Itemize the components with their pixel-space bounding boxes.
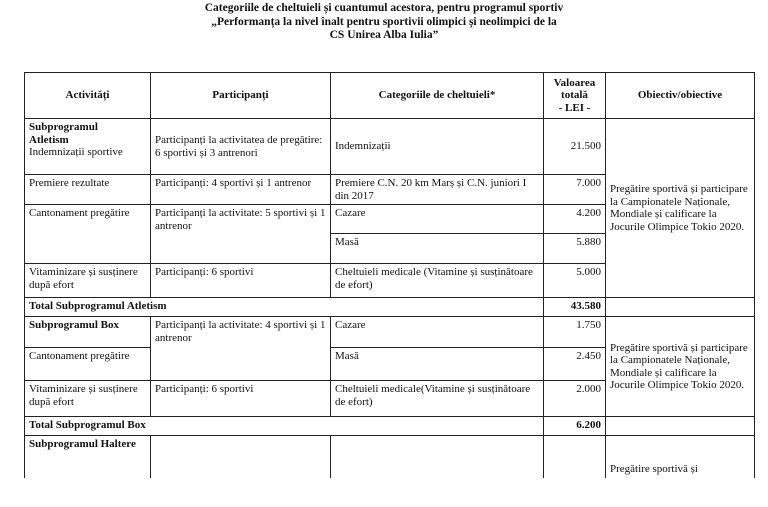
atletism-r1-valoare: 21.500 — [544, 119, 606, 175]
atletism-total-value: 43.580 — [544, 298, 606, 317]
header-valoare-1: Valoarea — [553, 76, 596, 89]
atletism-r4-participanti: Participanți: 6 sportivi — [151, 264, 331, 298]
table-row — [25, 317, 755, 348]
atletism-r4-activitate: Vitaminizare și susținere după efort — [25, 264, 151, 298]
box-r1-valoare-a: 1.750 — [544, 317, 606, 348]
header-obiectiv: Obiectiv/obiective — [606, 73, 755, 119]
haltere-subprogram-label: Subprogramul Haltere — [25, 436, 151, 478]
header-valoare-2: totală — [561, 89, 588, 102]
title-line-3: CS Unirea Alba Iulia” — [329, 29, 439, 41]
atletism-r1-participanti: Participanți la activitatea de pregătire: 6 sportivi și 3 antrenori — [151, 119, 331, 175]
atletism-r4-valoare: 5.000 — [544, 264, 606, 298]
total-row — [25, 298, 755, 317]
haltere-obiectiv: Pregătire sportivă și — [606, 436, 755, 478]
box-total-value: 6.200 — [544, 417, 606, 436]
atletism-obiectiv: Pregătire sportivă și participare la Campionatele Naționale, Mondiale și calificare la Jocurile Olimpice Tokio 2020. — [606, 119, 755, 298]
atletism-r3-categorie-b: Masă — [331, 234, 544, 264]
box-r1-categorie-a: Cazare — [331, 317, 544, 348]
atletism-r3-participanti: Participanți la activitate: 5 sportivi și 1 antrenor — [151, 205, 331, 264]
atletism-r3-categorie-a: Cazare — [331, 205, 544, 234]
atletism-r1-categorie: Indemnizații — [331, 119, 544, 175]
box-total-label: Total Subprogramul Box — [25, 417, 544, 436]
atletism-activity-cell — [25, 119, 151, 175]
header-participanti: Participanți — [151, 73, 331, 119]
atletism-r2-activitate: Premiere rezultate — [25, 175, 151, 205]
atletism-r2-participanti: Participanți: 4 sportivi și 1 antrenor — [151, 175, 331, 205]
title-line-1: Categoriile de cheltuieli și cuantumul acestora, pentru programul sportiv — [204, 2, 564, 14]
atletism-r3-valoare-b: 5.880 — [544, 234, 606, 264]
atletism-r2-valoare: 7.000 — [544, 175, 606, 205]
atletism-subprogram-label: Subprogramul Atletism — [29, 121, 98, 146]
table-row — [25, 119, 755, 175]
header-row — [25, 73, 755, 119]
total-row — [25, 417, 755, 436]
atletism-r3-activitate: Cantonament pregătire — [25, 205, 151, 264]
header-valoare-3: - LEI - — [558, 101, 591, 114]
document-title — [0, 2, 768, 43]
atletism-r4-categorie: Cheltuieli medicale (Vitamine și susținătoare de efort) — [331, 264, 544, 298]
box-r1-valoare-b: 2.450 — [544, 348, 606, 381]
box-obiectiv: Pregătire sportivă și participare la Campionatele Naționale, Mondiale și calificare la Jocurile Olimpice Tokio 2020. — [606, 317, 755, 417]
title-line-2: „Performanța la nivel înalt pentru sportivii olimpici și neolimpici de la — [211, 15, 557, 28]
header-activitati: Activități — [25, 73, 151, 119]
box-subprogram-label: Subprogramul Box — [25, 317, 151, 348]
atletism-r3-valoare-a: 4.200 — [544, 205, 606, 234]
box-r2-participanti: Participanți: 6 sportivi — [151, 381, 331, 417]
header-valoare — [544, 73, 606, 119]
empty-cell — [606, 298, 755, 317]
header-categorii: Categoriile de cheltuieli* — [331, 73, 544, 119]
atletism-r2-categorie: Premiere C.N. 20 km Marș și C.N. juniori I din 2017 — [331, 175, 544, 205]
empty-cell — [606, 417, 755, 436]
box-r2-categorie: Cheltuieli medicale(Vitamine și susținătoare de efort) — [331, 381, 544, 417]
box-r2-valoare: 2.000 — [544, 381, 606, 417]
atletism-r1-activitate: Indemnizații sportive — [29, 146, 123, 158]
box-r1-participanti: Participanți la activitate: 4 sportivi și 1 antrenor — [151, 317, 331, 381]
atletism-total-label: Total Subprogramul Atletism — [25, 298, 544, 317]
empty-cell — [331, 436, 544, 478]
box-r1-categorie-b: Masă — [331, 348, 544, 381]
box-r1-activitate: Cantonament pregătire — [25, 348, 151, 381]
empty-cell — [544, 436, 606, 478]
expenses-table — [24, 72, 755, 478]
empty-cell — [151, 436, 331, 478]
table-row — [25, 436, 755, 478]
box-r2-activitate: Vitaminizare și susținere după efort — [25, 381, 151, 417]
